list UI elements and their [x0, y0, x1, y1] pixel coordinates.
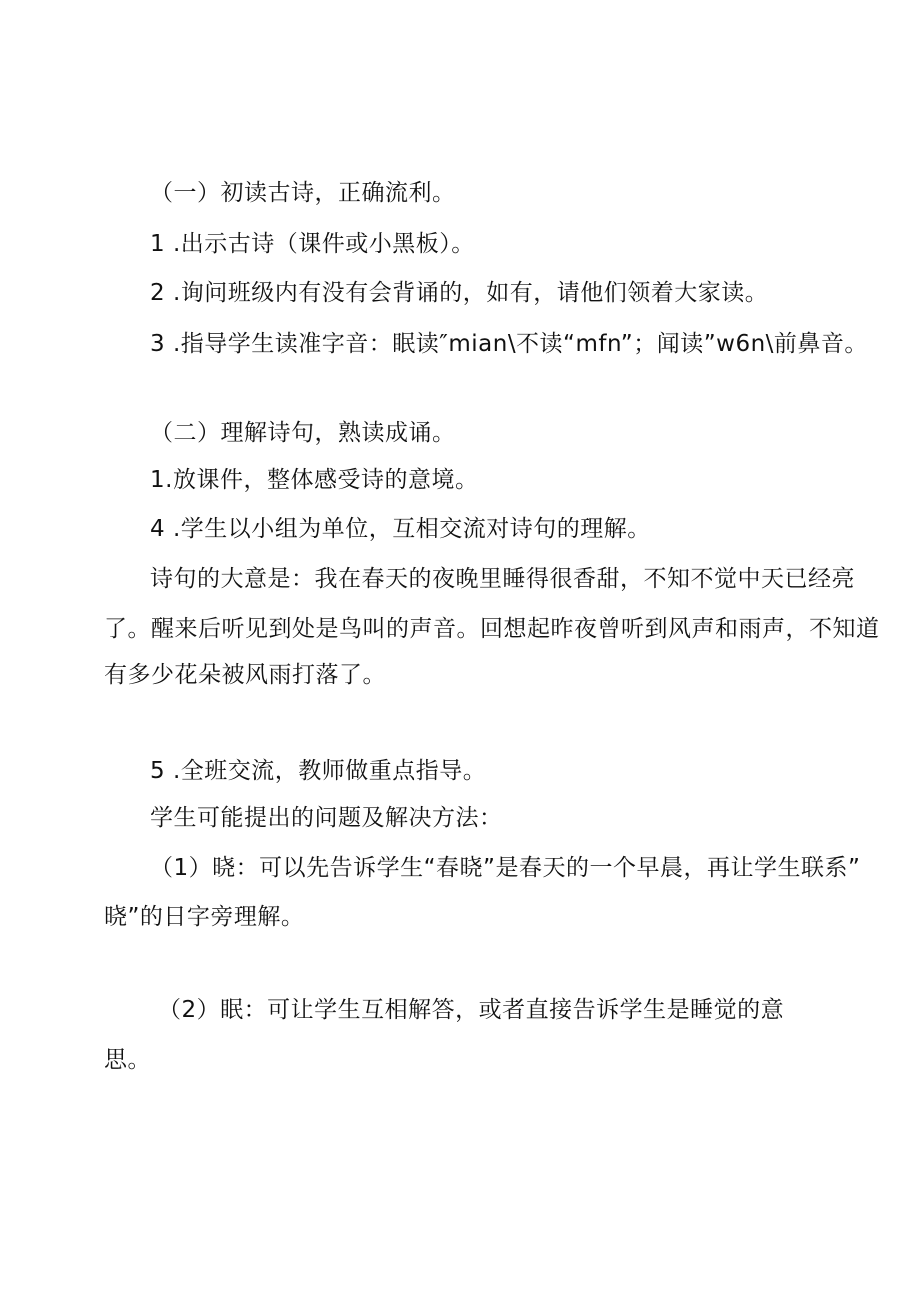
step-2-ask-recite: 2 .询问班级内有没有会背诵的，如有，请他们领着大家读。 [150, 280, 769, 306]
poem-meaning-line-1: 诗句的大意是：我在春天的夜晚里睡得很香甜，不知不觉中天已经亮 [150, 566, 855, 592]
section-heading-understanding: （二）理解诗句，熟读成诵。 [150, 420, 456, 446]
question-1-line-2: 晓”的日字旁理解。 [104, 904, 305, 930]
step-1-play-courseware: 1.放课件，整体感受诗的意境。 [150, 467, 479, 493]
question-2-line-1: （2）眠：可让学生互相解答，或者直接告诉学生是睡觉的意 [158, 997, 785, 1023]
question-2-line-2: 思。 [104, 1047, 151, 1073]
step-4-group-discussion: 4 .学生以小组为单位，互相交流对诗句的理解。 [150, 516, 651, 542]
step-1-show-poem: 1 .出示古诗（课件或小黑板）。 [150, 231, 475, 257]
poem-meaning-line-3: 有多少花朵被风雨打落了。 [104, 662, 386, 688]
step-5-class-exchange: 5 .全班交流，教师做重点指导。 [150, 758, 487, 784]
step-3-pronunciation: 3 .指导学生读准字音：眠读″mian\不读“mfn”；闻读”w6n\前鼻音。 [150, 331, 868, 357]
question-1-line-1: （1）晓：可以先告诉学生“春晓”是春天的一个早晨，再让学生联系” [150, 855, 861, 881]
questions-intro: 学生可能提出的问题及解决方法： [150, 805, 503, 831]
section-heading-first-reading: （一）初读古诗，正确流利。 [150, 180, 456, 206]
poem-meaning-line-2: 了。醒来后听见到处是鸟叫的声音。回想起昨夜曾听到风声和雨声，不知道 [104, 616, 880, 642]
